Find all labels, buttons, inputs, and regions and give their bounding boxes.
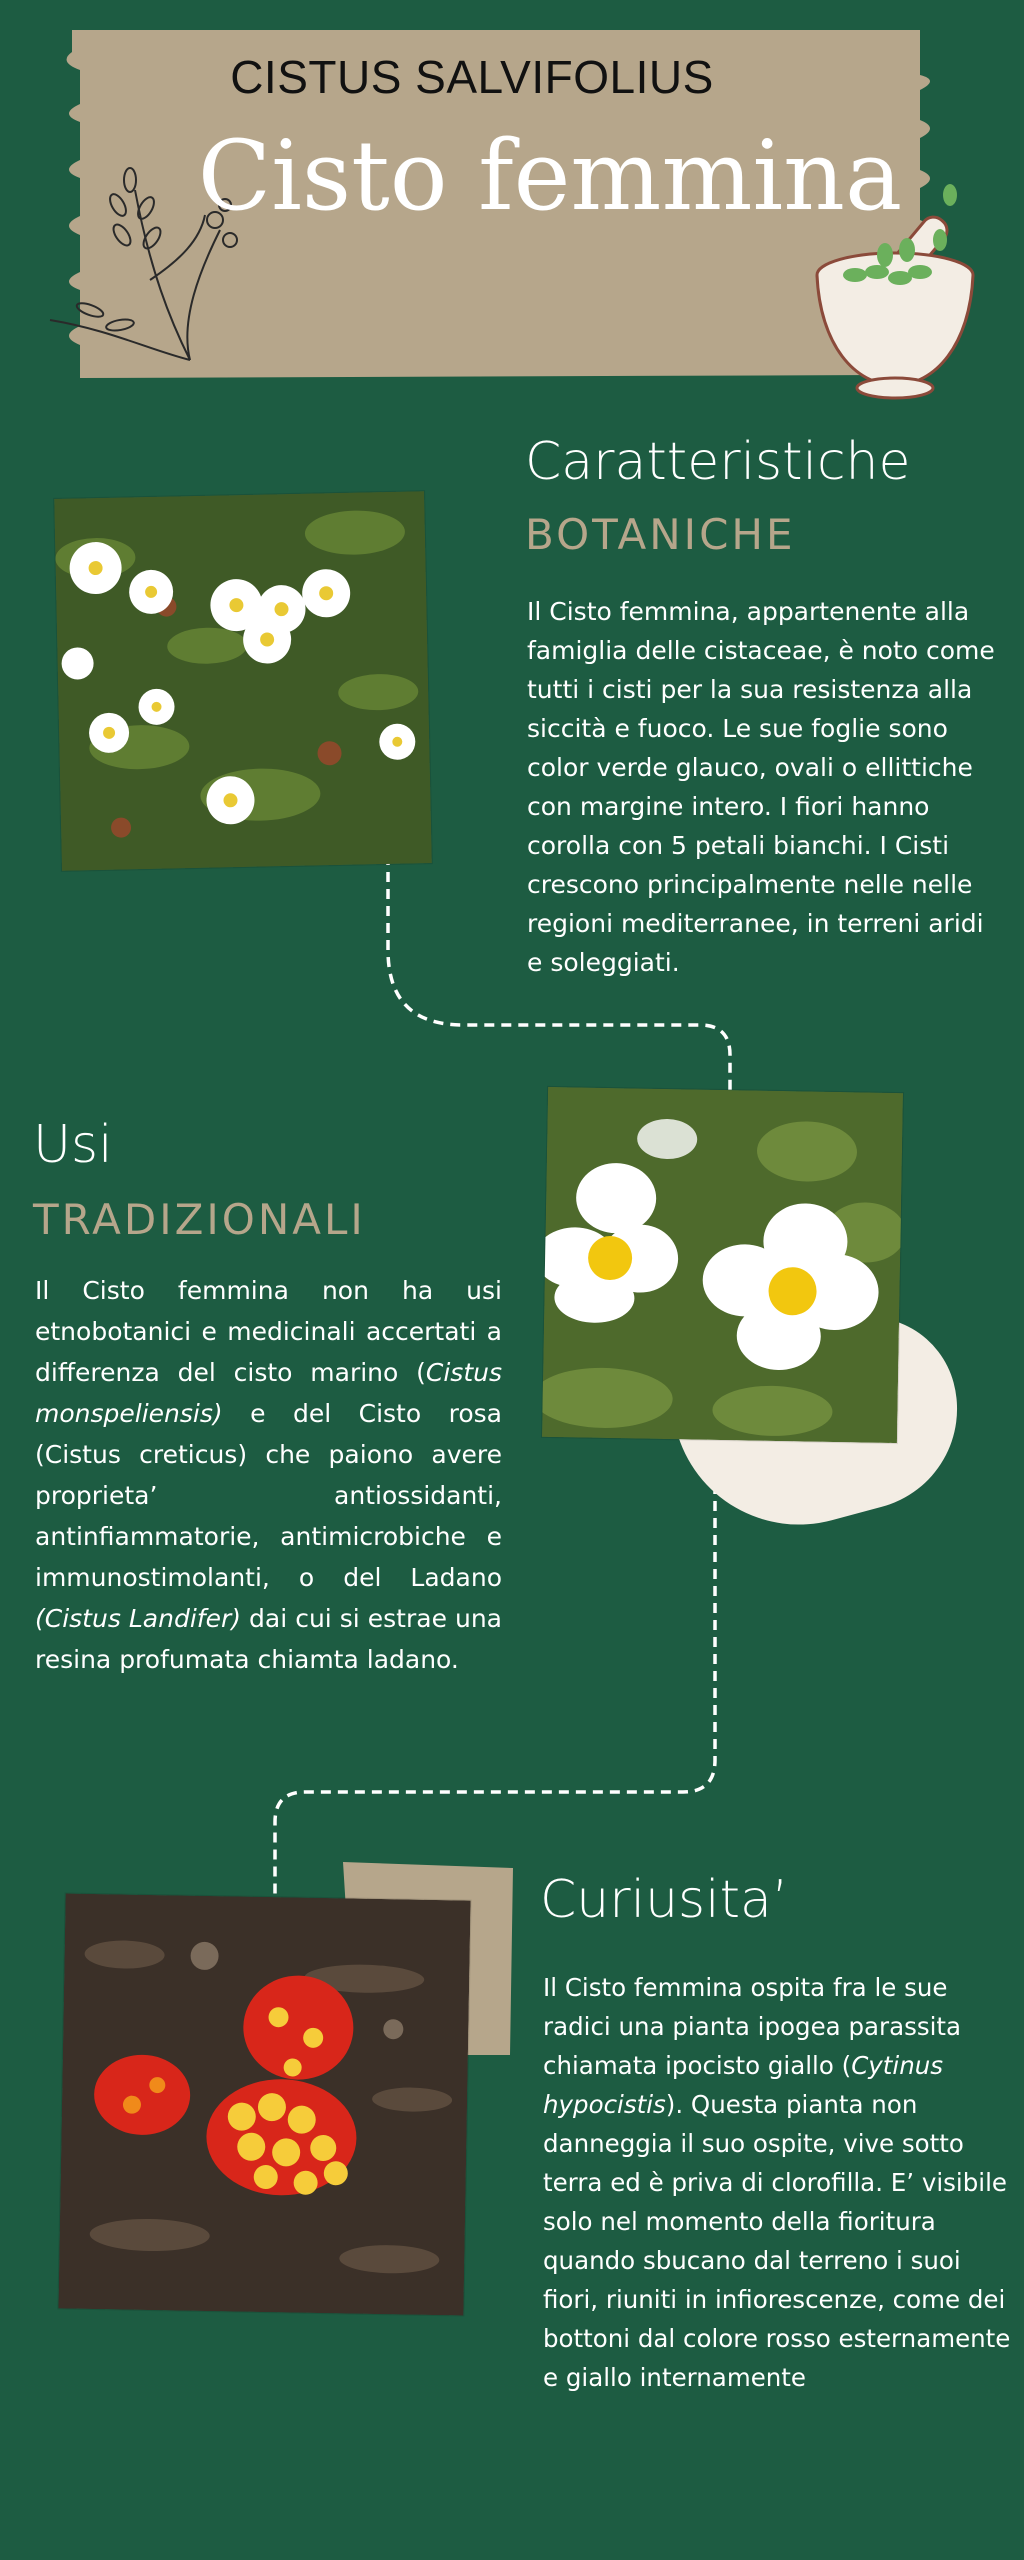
section-title-botanical: Caratteristiche [525, 432, 911, 492]
white-flowers-photo [54, 491, 432, 871]
page-title: Cisto femmina [197, 120, 903, 232]
flower-closeup-photo [542, 1087, 903, 1443]
botanical-text: Il Cisto femmina, appartenente alla famiglia delle cistaceae, è noto come tutti i cisti per la sua resistenza alla siccità e fuoco. Le sue foglie sono color verde glauco, ovali o ellittiche con margine intero. I fiori hanno corolla con 5 petali bianchi. I Cisti crescono principalmente nelle nelle regioni mediterranee, in terreni aridi e soleggiati. [527, 597, 995, 977]
latin-name: CISTUS SALVIFOLIUS [230, 51, 714, 103]
uses-italic-2: (Cistus Landifer) [35, 1604, 242, 1633]
curiosity-text-part-2: ). Questa pianta non danneggia il suo ospite, vive sotto terra ed è priva di clorofilla. E’ visibile solo nel momento della fioritura quando sbucano dal terreno i suoi fiori, riuniti in infiorescenze, come dei bottoni dal colore rosso esternamente e giallo internamente [543, 2090, 1011, 2392]
curiosity-text-part-1: Il Cisto femmina ospita fra le sue radici una pianta ipogea parassita chiamata ipocisto giallo ( [543, 1973, 962, 2080]
uses-text-part-3: dai cui si estrae una resina profumata chiamta ladano. [35, 1604, 503, 1674]
section-subtitle-uses: TRADIZIONALI [33, 1195, 366, 1244]
uses-text-part-1: Il Cisto femmina non ha usi etnobotanici e medicinali accertati a differenza del cisto marino ( [35, 1276, 502, 1387]
uses-text [35, 1270, 502, 1680]
section-title-curiosity: Curiusita’ [540, 1870, 789, 1930]
curiosity-italic-1: Cytinus hypocistis [543, 2051, 944, 2119]
uses-italic-1: Cistus monspeliensis) [35, 1358, 502, 1428]
uses-text-part-2: e del Cisto rosa (Cistus creticus) che paiono avere proprieta’ antiossidanti, antinfiammatorie, antimicrobiche e immunostimolanti, o del Ladano [35, 1399, 502, 1592]
section-subtitle-botanical: BOTANICHE [525, 510, 796, 559]
curiosity-text [543, 1968, 1015, 2397]
cytinus-photo [58, 1893, 470, 2315]
section-title-uses: Usi [33, 1115, 113, 1175]
